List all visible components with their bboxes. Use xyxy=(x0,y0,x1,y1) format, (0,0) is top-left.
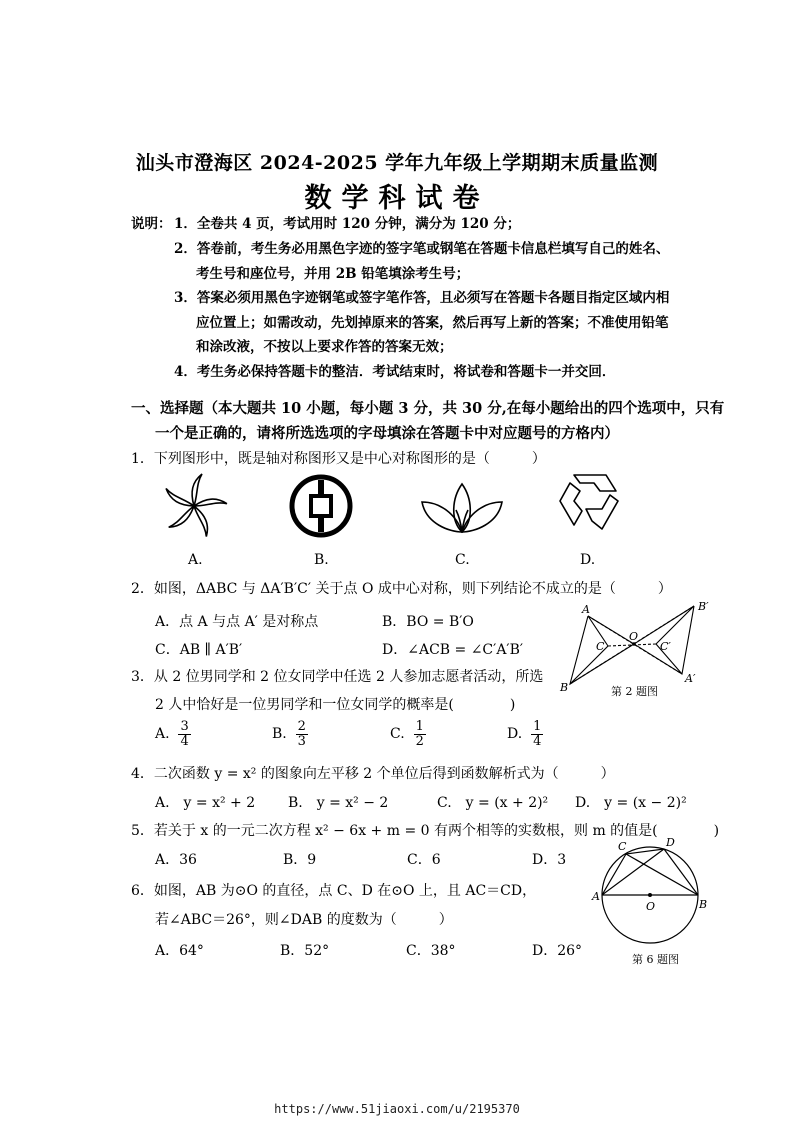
q2-point-label: A′ xyxy=(685,672,696,685)
footer-url: https://www.51jiaoxi.com/u/2195370 xyxy=(274,1102,520,1116)
q4-option-b: B. y = x² − 2 xyxy=(288,795,389,811)
q1-label-d: D. xyxy=(580,552,596,568)
q3-option-c: C. $\frac{1}{2}$ xyxy=(390,719,424,749)
q3-option-a: A. $\frac{3}{4}$ xyxy=(155,719,189,749)
q2-point-label: B′ xyxy=(698,600,709,613)
q5-option-a: A．36 xyxy=(155,852,197,868)
q2-figure-caption: 第 2 题图 xyxy=(611,685,658,698)
lotus-figure xyxy=(420,480,504,536)
q4-option-c: C. y = (x + 2)² xyxy=(437,795,549,811)
q2-option-d: D．∠ACB = ∠C′A′B′ xyxy=(382,642,524,658)
q6-option-c: C．38° xyxy=(406,943,456,959)
instruction-item: 1．全卷共 4 页，考试用时 120 分钟，满分为 120 分； xyxy=(174,216,521,232)
q1-label-c: C. xyxy=(455,552,470,568)
q2-point-label: B xyxy=(560,681,569,694)
coin-logo-figure xyxy=(289,474,353,538)
q2-point-label: O xyxy=(629,630,639,643)
q2-point-label: A xyxy=(582,603,590,616)
q6-point-label: C xyxy=(618,840,627,853)
q6-option-b: B．52° xyxy=(280,943,330,959)
question-6-stem-cont: 若∠ABC＝26°，则∠DAB 的度数为（ ） xyxy=(155,912,453,928)
q6-option-a: A．64° xyxy=(155,943,204,959)
instruction-item: 考生号和座位号，并用 2B 铅笔填涂考生号； xyxy=(196,266,470,282)
q2-point-label: C xyxy=(596,640,605,653)
exam-title: 汕头市澄海区 2024-2025 学年九年级上学期期末质量监测 xyxy=(135,152,659,174)
q4-option-a: A. y = x² + 2 xyxy=(155,795,256,811)
exam-subject-title: 数学科试卷 xyxy=(304,183,490,214)
q6-option-d: D．26° xyxy=(532,943,583,959)
q6-point-label: O xyxy=(646,900,656,913)
q5-option-c: C．6 xyxy=(407,852,441,868)
q1-label-b: B. xyxy=(314,552,329,568)
q6-circle-figure xyxy=(592,838,708,950)
q6-point-label: D xyxy=(666,836,675,849)
pinwheel-figure xyxy=(160,472,228,540)
instruction-item: 应位置上；如需改动，先划掉原来的答案，然后再写上新的答案；不准使用铅笔 xyxy=(196,315,669,331)
question-1-stem: 1．下列图形中，既是轴对称图形又是中心对称图形的是（ ） xyxy=(131,451,546,467)
section-heading: 一、选择题（本大题共 10 小题，每小题 3 分，共 30 分,在每小题给出的四个选项中，只有 xyxy=(131,400,725,417)
question-2-stem: 2．如图，ΔABC 与 ΔA′B′C′ 关于点 O 成中心对称，则下列结论不成立的是（ ） xyxy=(131,581,672,597)
question-6-stem: 6．如图，AB 为⊙O 的直径，点 C、D 在⊙O 上，且 AC＝CD， xyxy=(131,883,537,899)
question-4-stem: 4．二次函数 y = x² 的图象向左平移 2 个单位后得到函数解析式为（ ） xyxy=(131,766,615,782)
question-3-stem: 3．从 2 位男同学和 2 位女同学中任选 2 人参加志愿者活动，所选 xyxy=(131,669,544,685)
q5-option-d: D．3 xyxy=(532,852,567,868)
question-5-stem: 5．若关于 x 的一元二次方程 x² − 6x + m = 0 有两个相等的实数根，则 m 的值是( ) xyxy=(131,823,720,839)
q6-point-label: A xyxy=(592,890,600,903)
q2-option-a: A．点 A 与点 A′ 是对称点 xyxy=(155,614,319,630)
q2-option-c: C．AB ∥ A′B′ xyxy=(155,642,243,658)
q5-option-b: B．9 xyxy=(283,852,317,868)
q3-option-b: B. $\frac{2}{3}$ xyxy=(272,719,306,749)
q3-option-d: D. $\frac{1}{4}$ xyxy=(507,719,542,749)
section-heading-cont: 一个是正确的，请将所选选项的字母填涂在答题卡中对应题号的方格内） xyxy=(155,425,619,442)
instruction-item: 4．考生务必保持答题卡的整洁．考试结束时，将试卷和答题卡一并交回． xyxy=(174,364,616,380)
q6-point-label: B xyxy=(699,898,708,911)
instructions-label: 说明： xyxy=(131,216,172,232)
q2-point-label: C′ xyxy=(660,640,671,653)
q4-option-d: D. y = (x − 2)² xyxy=(575,795,687,811)
instruction-item: 3．答案必须用黑色字迹钢笔或签字笔作答，且必须写在答题卡各题目指定区域内相 xyxy=(174,290,670,306)
q1-label-a: A. xyxy=(188,552,203,568)
instruction-item: 2．答卷前，考生务必用黑色字迹的签字笔或钢笔在答题卡信息栏填写自己的姓名、 xyxy=(174,241,670,257)
recycle-figure xyxy=(556,471,626,535)
q6-figure-caption: 第 6 题图 xyxy=(632,953,679,966)
q2-option-b: B．BO = B′O xyxy=(382,614,474,630)
instruction-item: 和涂改液，不按以上要求作答的答案无效； xyxy=(196,339,453,355)
question-3-stem-cont: 2 人中恰好是一位男同学和一位女同学的概率是( ) xyxy=(155,697,516,713)
